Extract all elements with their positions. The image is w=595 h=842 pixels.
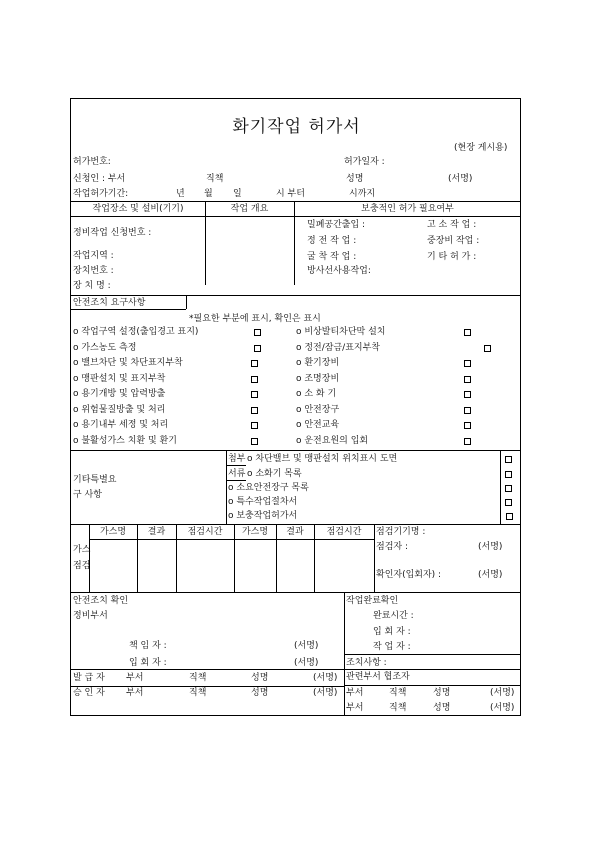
checkbox[interactable] [464,329,471,336]
checkbox[interactable] [251,360,258,367]
issuer-name: 성명 [251,673,269,683]
attachment-item: o 보충작업허가서 [228,511,298,521]
other-requirements-line1: 기타특별요 [73,475,117,485]
coop1-position: 직책 [389,688,407,698]
checkbox[interactable] [251,376,258,383]
issuer-label: 발 급 자 [73,673,105,683]
other-permit: 기 타 허 가 : [427,252,477,262]
period-label: 작업허가기간: [73,189,129,199]
attachment-item: o 소요안전장구 목록 [228,483,309,493]
maintenance-dept-label: 정비부서 [73,611,108,621]
gas-name-col2: 가스명 [241,527,269,537]
checkbox[interactable] [506,513,513,520]
safety-item-right: o 안전교육 [296,420,340,430]
safety-item-left: o 맹판설치 및 표지부착 [73,373,166,384]
checkbox[interactable] [464,376,471,383]
permit-form [70,98,521,716]
check-time-col1: 점검시간 [187,527,223,537]
location-column-header: 작업장소 및 설비(기기) [92,204,184,214]
heavy-equipment-work: 중장비 작업 : [427,236,480,246]
inspector-label: 점검자 : [376,542,408,552]
coop1-name: 성명 [433,688,451,698]
checkbox[interactable] [505,499,512,506]
result-col2: 결과 [286,527,304,537]
posting-notice: (현장 게시용) [454,143,508,153]
coop2-position: 직책 [389,703,407,713]
check-time-col2: 점검시간 [326,527,362,537]
applicant-name-label: 성명 [346,174,364,184]
equipment-number: 장치번호 : [73,266,114,276]
gas-name-col1: 가스명 [99,527,127,537]
issuer-dept: 부서 [126,673,144,683]
permit-number-label: 허가번호: [73,157,111,167]
coop2-name: 성명 [433,703,451,713]
coop-label: 관련부서 협조자 [346,672,410,682]
approver-dept: 부서 [126,688,144,698]
coop2-sign: (서명) [490,703,515,713]
applicant-position-label: 직책 [206,174,224,184]
responsible-person-label: 책 임 자 : [129,641,167,651]
period-year: 년 [176,189,185,199]
issuer-sign: (서명) [313,673,338,683]
checkbox[interactable] [464,360,471,367]
checkbox[interactable] [505,471,512,478]
completion-worker-label: 작 업 자 : [373,642,411,652]
completion-time-label: 완료시간 : [373,611,414,621]
safety-item-right: o 환기장비 [296,358,340,368]
safety-item-left: o 가스농도 측정 [73,342,137,353]
gas-check-label1: 가스 [73,545,91,555]
checkbox[interactable] [464,438,471,445]
coop1-dept: 부서 [346,688,364,698]
checkbox[interactable] [464,407,471,414]
check-device-label: 점검기기명 : [376,527,426,537]
applicant-sign-label: (서명) [448,174,473,184]
height-work: 고 소 작 업 : [427,220,477,230]
confined-space-entry: 밀폐공간출입 : [307,220,366,230]
equipment-name: 장 치 명 : [73,281,111,291]
checkbox[interactable] [254,329,261,336]
safety-item-left: o 작업구역 설정(출입경고 표지) [73,327,199,337]
safety-item-right: o 안전장구 [296,404,340,415]
safety-item-right: o 조명장비 [296,373,340,384]
safety-item-right: o 소 화 기 [296,389,337,399]
attachment-label1: 첨부 [228,454,246,464]
responsible-person-sign: (서명) [294,641,319,651]
checkbox[interactable] [251,407,258,414]
period-to: 시까지 [349,189,376,199]
maintenance-request-no: 정비작업 신청번호 : [73,228,152,238]
attendant-label: 입 회 자 : [129,658,167,668]
period-from: 시 부터 [276,189,305,199]
checkbox[interactable] [251,438,258,445]
safety-note: *필요한 부분에 표시, 확인은 표시 [189,314,321,324]
safety-item-left: o 불활성가스 치환 및 환기 [73,435,177,446]
approver-label: 승 인 자 [73,688,105,698]
attachment-label2: 서류 [228,469,246,479]
safety-item-right: o 정전/잠금/표지부착 [296,342,380,353]
safety-item-left: o 밸브차단 및 차단표지부착 [73,358,183,368]
approver-sign: (서명) [313,688,338,698]
safety-confirm-label: 안전조치 확인 [73,596,129,606]
approver-position: 직책 [189,688,207,698]
permit-date-label: 허가일자 : [344,157,385,167]
completion-witness-label: 입 회 자 : [373,627,411,637]
checkbox[interactable] [464,391,471,398]
safety-item-right: o 비상발티차단막 설치 [296,327,386,337]
checkbox[interactable] [505,456,512,463]
overview-column-header: 작업 개요 [230,204,269,214]
period-month: 월 [204,189,213,199]
checkbox[interactable] [464,422,471,429]
period-day: 일 [233,189,242,199]
action-taken-label: 조치사항 : [346,658,387,668]
coop2-dept: 부서 [346,703,364,713]
coop1-sign: (서명) [490,688,515,698]
gas-check-label2: 점검 [73,561,91,571]
checkbox[interactable] [251,391,258,398]
safety-requirements-header: 안전조치 요구사항 [73,298,146,308]
work-area: 작업지역 : [73,251,114,261]
attachment-item: o 소화기 목록 [247,469,302,479]
power-outage-work: 정 전 작 업 : [307,236,357,246]
completion-confirm-label: 작업완료확인 [346,596,399,606]
inspector-sign: (서명) [478,542,503,552]
checkbox[interactable] [484,345,491,352]
supplementary-column-header: 보충적인 허가 필요여부 [361,204,454,214]
result-col1: 결과 [147,527,166,537]
radiation-work: 방사선사용작업: [307,266,371,276]
attendant-sign: (서명) [294,658,319,668]
safety-item-left: o 용기내부 세정 및 처리 [73,420,169,430]
safety-item-left: o 위험물질방출 및 처리 [73,404,166,415]
safety-item-left: o 용기개방 및 압력방출 [73,389,166,399]
issuer-position: 직책 [189,673,207,683]
checkbox[interactable] [505,485,512,492]
checkbox[interactable] [251,422,258,429]
form-title: 화기작업 허가서 [232,117,361,137]
other-requirements-line2: 구 사항 [73,490,102,500]
excavation-work: 굴 착 작 업 : [307,252,357,262]
applicant-label: 신청인 : 부서 [73,174,126,184]
witness-sign: (서명) [478,570,503,580]
approver-name: 성명 [251,688,269,698]
checkbox[interactable] [254,345,261,352]
attachment-item: o 특수작업절차서 [228,497,298,507]
witness-label: 확인자(입회자) : [376,570,442,580]
safety-item-right: o 운전요원의 입회 [296,435,369,446]
attachment-item: o 차단밸브 및 맹판설치 위치표시 도면 [247,454,398,464]
